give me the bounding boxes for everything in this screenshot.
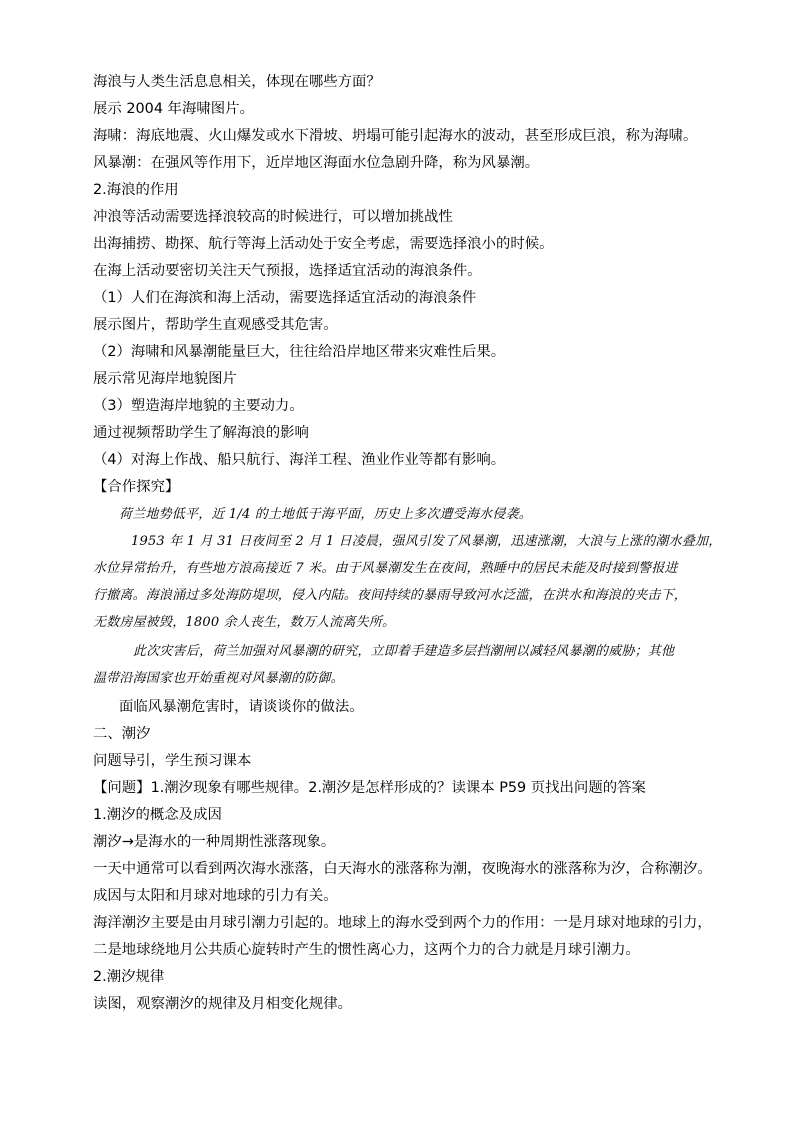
paragraph: 海洋潮汐主要是由月球引潮力引起的。地球上的海水受到两个力的作用：一是月球对地球的引力， xyxy=(93,915,712,931)
paragraph: （3）塑造海岸地貌的主要动力。 xyxy=(93,398,304,414)
paragraph: 【问题】1.潮汐现象有哪些规律。2.潮汐是怎样形成的？读课本 P59 页找出问题的答案 xyxy=(93,780,646,796)
section-heading: 【合作探究】 xyxy=(93,479,180,495)
case-study-text: 荷兰地势低平，近 1/4 的土地低于海平面，历史上多次遭受海水侵袭。 xyxy=(119,507,532,522)
paragraph: 潮汐→是海水的一种周期性涨落现象。 xyxy=(93,834,336,850)
section-heading: 二、潮汐 xyxy=(93,726,151,742)
paragraph: 一天中通常可以看到两次海水涨落，白天海水的涨落称为潮，夜晚海水的涨落称为汐，合称潮汐。 xyxy=(93,861,712,877)
paragraph: （1）人们在海滨和海上活动，需要选择适宜活动的海浪条件 xyxy=(93,290,477,306)
paragraph: 二是地球绕地月公共质心旋转时产生的惯性离心力，这两个力的合力就是月球引潮力。 xyxy=(93,942,640,958)
case-study-text: 1953 年 1 月 31 日夜间至 2 月 1 日凌晨，强风引发了风暴潮，迅速涨潮，大浪与上涨的潮水叠加， xyxy=(131,534,722,549)
paragraph: 成因与太阳和月球对地球的引力有关。 xyxy=(93,888,338,904)
paragraph: 冲浪等活动需要选择浪较高的时候进行，可以增加挑战性 xyxy=(93,209,453,225)
case-study-text: 无数房屋被毁，1800 余人丧生，数万人流离失所。 xyxy=(93,615,396,630)
case-study-text: 温带沿海国家也开始重视对风暴潮的防御。 xyxy=(93,671,344,686)
paragraph: 出海捕捞、勘探、航行等海上活动处于安全考虑，需要选择浪小的时候。 xyxy=(93,236,554,252)
section-heading: 1.潮汐的概念及成因 xyxy=(93,807,222,823)
paragraph: 展示 2004 年海啸图片。 xyxy=(93,101,254,117)
paragraph: 海浪与人类生活息息相关，体现在哪些方面？ xyxy=(93,74,381,90)
section-heading: 2.海浪的作用 xyxy=(93,182,179,198)
section-heading: 2.潮汐规律 xyxy=(93,969,165,985)
case-study-text: 此次灾害后，荷兰加强对风暴潮的研究，立即着手建造多层挡潮闸以减轻风暴潮的威胁；其他 xyxy=(133,644,675,659)
paragraph: （4）对海上作战、船只航行、海洋工程、渔业作业等都有影响。 xyxy=(93,452,506,468)
paragraph: 读图，观察潮汐的规律及月相变化规律。 xyxy=(93,996,353,1012)
paragraph: 问题导引，学生预习课本 xyxy=(93,753,252,769)
case-study-text: 水位异常抬升，有些地方浪高接近 7 米。由于风暴潮发生在夜间，熟睡中的居民未能及时接到警报进 xyxy=(93,561,678,576)
paragraph: （2）海啸和风暴潮能量巨大，往往给沿岸地区带来灾难性后果。 xyxy=(93,344,506,360)
paragraph: 海啸：海底地震、火山爆发或水下滑坡、坍塌可能引起海水的波动，甚至形成巨浪，称为海啸。 xyxy=(93,128,698,144)
paragraph: 风暴潮：在强风等作用下，近岸地区海面水位急剧升降，称为风暴潮。 xyxy=(93,155,540,171)
paragraph: 面临风暴潮危害时，请谈谈你的做法。 xyxy=(119,699,364,715)
case-study-text: 行撤离。海浪涌过多处海防堤坝，侵入内陆。夜间持续的暴雨导致河水泛滥，在洪水和海浪的夹击下， xyxy=(93,588,688,603)
paragraph: 在海上活动要密切关注天气预报，选择适宜活动的海浪条件。 xyxy=(93,263,482,279)
paragraph: 通过视频帮助学生了解海浪的影响 xyxy=(93,425,309,441)
paragraph: 展示图片，帮助学生直观感受其危害。 xyxy=(93,317,338,333)
paragraph: 展示常见海岸地貌图片 xyxy=(93,371,237,387)
